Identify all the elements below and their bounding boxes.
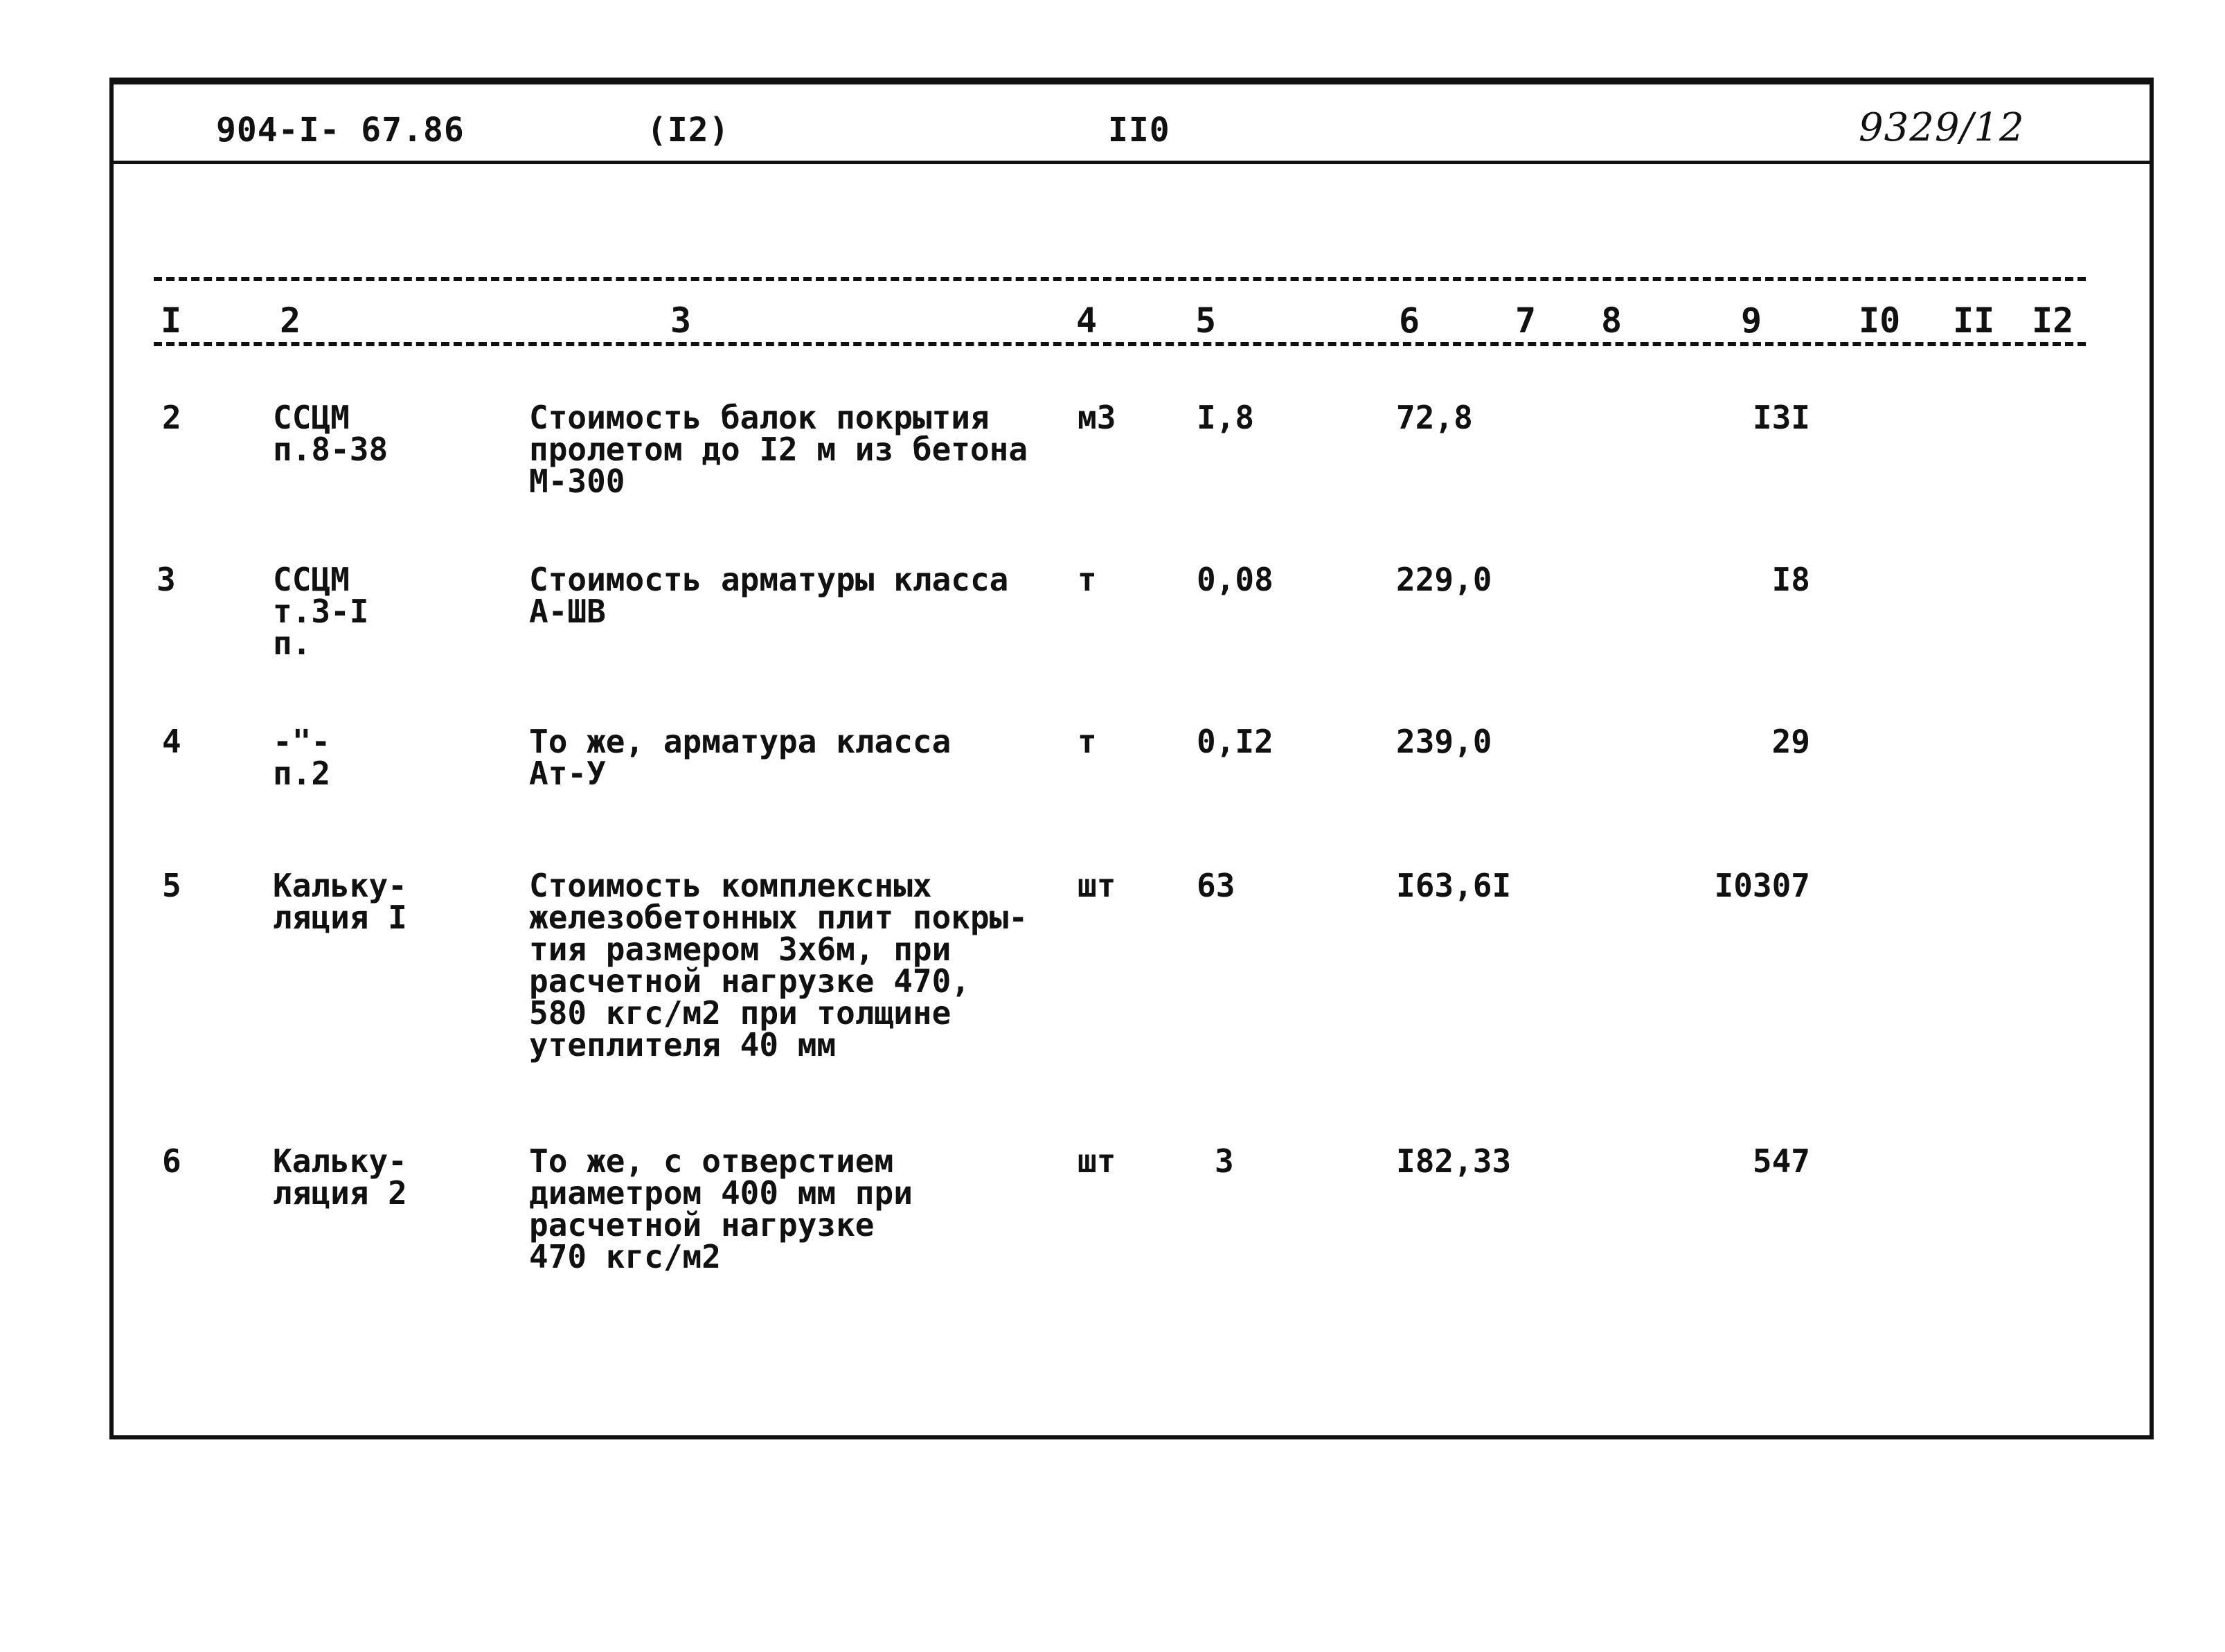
row-basis: -"- п.2 (273, 723, 331, 792)
col-4: 4 (1076, 300, 1098, 341)
row-unit-price: I82,33 (1396, 1142, 1512, 1180)
col-10: I0 (1859, 300, 1901, 341)
row-unit-price: 72,8 (1396, 399, 1473, 436)
header-rule (114, 161, 2150, 164)
col-3: 3 (670, 300, 692, 341)
row-number: 4 (162, 723, 181, 760)
row-basis: ССЦМ т.3-I п. (273, 561, 369, 662)
row-total: 29 (1771, 723, 1810, 760)
col-11: II (1953, 300, 1995, 341)
col-6: 6 (1399, 300, 1420, 341)
row-quantity: 3 (1215, 1142, 1234, 1180)
row-total: I3I (1752, 399, 1810, 436)
row-description: То же, арматура класса Ат-У (529, 723, 951, 792)
row-basis: Кальку- ляция 2 (273, 1142, 407, 1212)
document-sheet (109, 78, 2154, 1439)
doc-code: 904-I- 67.86 (216, 111, 465, 150)
section-number: (I2) (647, 111, 730, 150)
row-quantity: I,8 (1197, 399, 1255, 436)
row-total: I0307 (1714, 867, 1810, 904)
dashed-rule-bottom (154, 342, 2086, 346)
row-quantity: 63 (1197, 867, 1235, 904)
col-7: 7 (1515, 300, 1537, 341)
row-number: 6 (162, 1142, 181, 1180)
row-number: 3 (157, 561, 176, 598)
row-unit: шт (1078, 867, 1116, 904)
row-basis: ССЦМ п.8-38 (273, 399, 388, 468)
col-8: 8 (1601, 300, 1623, 341)
row-description: Стоимость арматуры класса А-ШВ (529, 561, 1009, 630)
row-basis: Кальку- ляция I (273, 867, 407, 936)
archive-number: 9329/12 (1859, 105, 2025, 150)
row-total: I8 (1771, 561, 1810, 598)
col-2: 2 (280, 300, 301, 341)
dashed-rule-top (154, 277, 2086, 281)
row-number: 2 (162, 399, 181, 436)
row-total: 547 (1752, 1142, 1810, 1180)
row-description: То же, с отверстием диаметром 400 мм при расчетной нагрузке 470 кгс/м2 (529, 1142, 913, 1275)
col-12: I2 (2032, 300, 2074, 341)
row-quantity: 0,08 (1197, 561, 1274, 598)
row-unit-price: 239,0 (1396, 723, 1492, 760)
row-unit: м3 (1078, 399, 1116, 436)
row-unit-price: I63,6I (1396, 867, 1512, 904)
row-quantity: 0,I2 (1197, 723, 1274, 760)
page-number: II0 (1108, 111, 1170, 150)
row-number: 5 (162, 867, 181, 904)
row-description: Стоимость комплексных железобетонных плит покры- тия размером 3х6м, при расчетной нагрузке 470, 580 кгс/м2 при толщине утеплителя 40 мм (529, 867, 1028, 1063)
row-unit: т (1078, 723, 1097, 760)
row-unit: шт (1078, 1142, 1116, 1180)
col-1: I (161, 300, 182, 341)
row-description: Стоимость балок покрытия пролетом до I2 м из бетона М-300 (529, 399, 1028, 500)
row-unit-price: 229,0 (1396, 561, 1492, 598)
col-5: 5 (1195, 300, 1217, 341)
col-9: 9 (1741, 300, 1762, 341)
row-unit: т (1078, 561, 1097, 598)
